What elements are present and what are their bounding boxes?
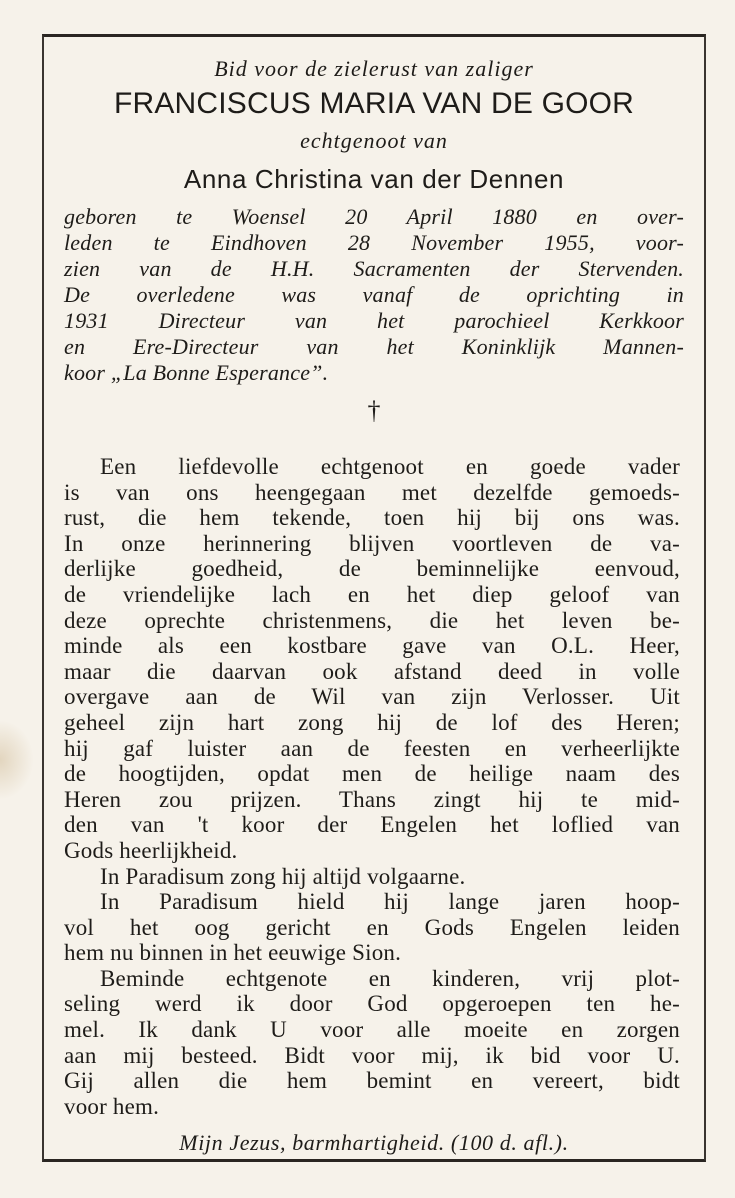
text-line: Gij allen die hem bemint en vereert, bidt [64, 1068, 680, 1094]
text-line: hem nu binnen in het eeuwige Sion. [64, 940, 402, 966]
spouse-intro: echtgenoot van [300, 128, 448, 153]
text-line: deze oprechte christenmens, die het leven be- [64, 607, 680, 633]
text-line: den van 't koor der Engelen het loflied van [64, 812, 680, 838]
card-content [64, 52, 684, 1157]
text-line: voor hem. [64, 1093, 160, 1119]
text-line: In onze herinnering blijven voortleven de va- [64, 530, 680, 556]
spouse-name: Anna Christina van der Dennen [183, 164, 565, 194]
biography [64, 204, 684, 386]
cross-icon: † [367, 396, 381, 425]
text-line: de hoogtijden, opdat men de heilige naam des [64, 761, 680, 787]
text-line: de vriendelijke lach en het diep geloof van [64, 581, 680, 607]
text-line: Beminde echtgenote en kinderen, vrij plot- [100, 965, 680, 991]
deceased-name: FRANCISCUS MARIA VAN DE GOOR [113, 87, 635, 120]
memorial-text [64, 454, 680, 1119]
bio-line: en Ere-Directeur van het Koninklijk Mannen- [64, 334, 684, 359]
paper-stain [0, 720, 34, 800]
text-line: In Paradisum hield hij lange jaren hoop- [100, 889, 680, 915]
text-line: geheel zijn hart zong hij de lof des Heren; [64, 709, 680, 735]
text-line: aan mij besteed. Bidt voor mij, ik bid voor U. [64, 1042, 680, 1068]
bio-line: koor „La Bonne Esperance”. [64, 360, 329, 385]
text-line: mel. Ik dank U voor alle moeite en zorgen [64, 1017, 680, 1043]
bio-line: 1931 Directeur van het parochieel Kerkkoor [64, 308, 684, 333]
bio-line: De overledene was vanaf de oprichting in [64, 282, 684, 307]
text-line: hij gaf luister aan de feesten en verheerlijkte [64, 735, 680, 761]
text-line: In Paradisum zong hij altijd volgaarne. [100, 863, 466, 889]
text-line: seling werd ik door God opgeroepen ten he- [64, 991, 680, 1017]
text-line: minde als een kostbare gave van O.L. Heer, [64, 633, 680, 659]
text-line: rust, die hem tekende, toen hij bij ons was. [64, 505, 680, 531]
bio-line: geboren te Woensel 20 April 1880 en over- [64, 204, 684, 229]
text-line: maar die daarvan ook afstand deed in volle [64, 658, 680, 684]
text-line: Een liefdevolle echtgenoot en goede vader [100, 454, 680, 479]
text-line: Heren zou prijzen. Thans zingt hij te mid- [64, 786, 680, 812]
prayer-intro: Bid voor de zielerust van zaliger [214, 56, 534, 81]
text-line: derlijke goedheid, de beminnelijke eenvoud, [64, 556, 680, 582]
text-line: is van ons heengegaan met dezelfde gemoeds- [64, 479, 680, 505]
bio-line: leden te Eindhoven 28 November 1955, voor- [64, 230, 684, 255]
closing-prayer: Mijn Jezus, barmhartigheid. (100 d. afl.). [179, 1130, 569, 1156]
bio-line: zien van de H.H. Sacramenten der Stervenden. [64, 256, 684, 281]
text-line: Gods heerlijkheid. [64, 837, 238, 863]
text-line: vol het oog gericht en Gods Engelen leiden [64, 914, 680, 940]
text-line: overgave aan de Wil van zijn Verlosser. Uit [64, 684, 680, 710]
